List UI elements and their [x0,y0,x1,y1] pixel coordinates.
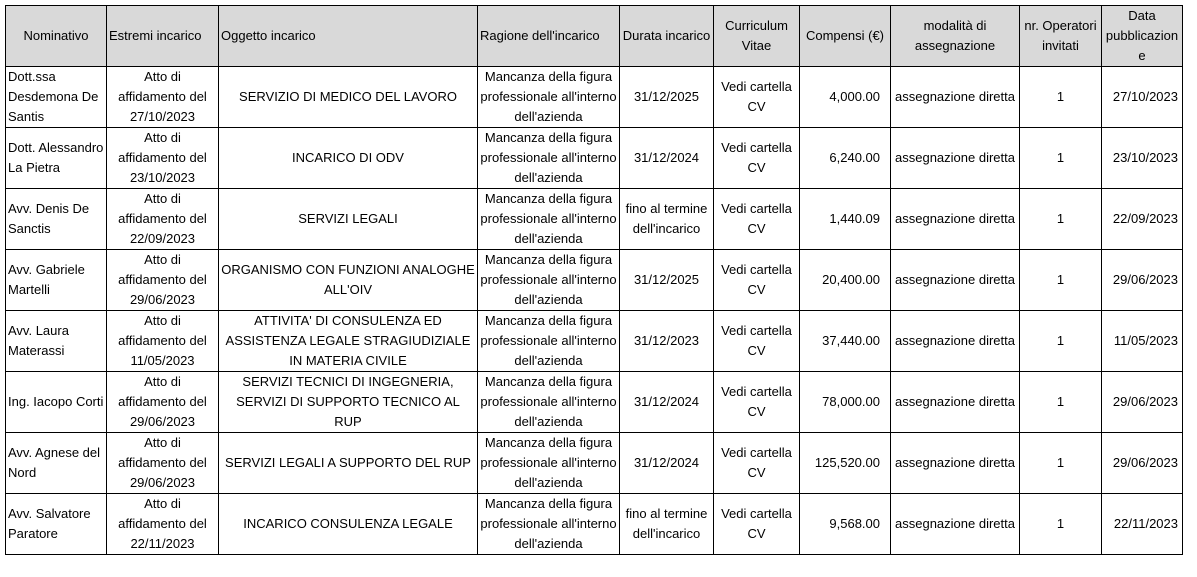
cell-curriculum-vitae[interactable]: Vedi cartella CV [714,67,800,128]
cell-estremi-incarico[interactable]: Atto di affidamento del 11/05/2023 [107,311,219,372]
cell-oggetto-incarico[interactable]: SERVIZI LEGALI [219,189,478,250]
cell-curriculum-vitae[interactable]: Vedi cartella CV [714,189,800,250]
cell-nominativo[interactable]: Avv. Laura Materassi [6,311,107,372]
cell-data-pubblicazione[interactable]: 29/06/2023 [1102,250,1183,311]
cell-nr-operatori-invitati[interactable]: 1 [1020,494,1102,555]
cell-estremi-incarico[interactable]: Atto di affidamento del 29/06/2023 [107,250,219,311]
cell-durata-incarico[interactable]: 31/12/2024 [620,128,714,189]
header-row [6,6,1183,67]
cell-data-pubblicazione[interactable]: 22/11/2023 [1102,494,1183,555]
table-row [6,128,1183,189]
cell-oggetto-incarico[interactable]: SERVIZI TECNICI DI INGEGNERIA, SERVIZI DI SUPPORTO TECNICO AL RUP [219,372,478,433]
cell-durata-incarico[interactable]: 31/12/2024 [620,433,714,494]
cell-durata-incarico[interactable]: 31/12/2025 [620,250,714,311]
header-curriculum-vitae[interactable]: Curriculum Vitae [714,6,800,67]
cell-nominativo[interactable]: Ing. Iacopo Corti [6,372,107,433]
table-row [6,372,1183,433]
cell-ragione-incarico[interactable]: Mancanza della figura professionale all'interno dell'azienda [478,311,620,372]
cell-oggetto-incarico[interactable]: ATTIVITA' DI CONSULENZA ED ASSISTENZA LEGALE STRAGIUDIZIALE IN MATERIA CIVILE [219,311,478,372]
cell-durata-incarico[interactable]: fino al termine dell'incarico [620,189,714,250]
cell-curriculum-vitae[interactable]: Vedi cartella CV [714,494,800,555]
table-row [6,189,1183,250]
cell-oggetto-incarico[interactable]: SERVIZIO DI MEDICO DEL LAVORO [219,67,478,128]
cell-modalita-assegnazione[interactable]: assegnazione diretta [891,494,1020,555]
header-data-pubblicazione[interactable]: Data pubblicazione [1102,6,1183,67]
header-nr-operatori-invitati[interactable]: nr. Operatori invitati [1020,6,1102,67]
cell-compensi[interactable]: 37,440.00 [800,311,891,372]
cell-ragione-incarico[interactable]: Mancanza della figura professionale all'interno dell'azienda [478,189,620,250]
cell-curriculum-vitae[interactable]: Vedi cartella CV [714,311,800,372]
cell-estremi-incarico[interactable]: Atto di affidamento del 29/06/2023 [107,372,219,433]
cell-compensi[interactable]: 6,240.00 [800,128,891,189]
cell-nominativo[interactable]: Dott. Alessandro La Pietra [6,128,107,189]
cell-estremi-incarico[interactable]: Atto di affidamento del 23/10/2023 [107,128,219,189]
cell-data-pubblicazione[interactable]: 29/06/2023 [1102,433,1183,494]
cell-ragione-incarico[interactable]: Mancanza della figura professionale all'interno dell'azienda [478,372,620,433]
cell-nominativo[interactable]: Avv. Agnese del Nord [6,433,107,494]
cell-nr-operatori-invitati[interactable]: 1 [1020,189,1102,250]
cell-estremi-incarico[interactable]: Atto di affidamento del 22/09/2023 [107,189,219,250]
cell-ragione-incarico[interactable]: Mancanza della figura professionale all'interno dell'azienda [478,433,620,494]
cell-estremi-incarico[interactable]: Atto di affidamento del 22/11/2023 [107,494,219,555]
header-modalita-assegnazione[interactable]: modalità di assegnazione [891,6,1020,67]
cell-nr-operatori-invitati[interactable]: 1 [1020,67,1102,128]
header-nominativo[interactable]: Nominativo [6,6,107,67]
cell-nr-operatori-invitati[interactable]: 1 [1020,250,1102,311]
cell-durata-incarico[interactable]: 31/12/2023 [620,311,714,372]
cell-oggetto-incarico[interactable]: SERVIZI LEGALI A SUPPORTO DEL RUP [219,433,478,494]
cell-data-pubblicazione[interactable]: 22/09/2023 [1102,189,1183,250]
cell-nr-operatori-invitati[interactable]: 1 [1020,372,1102,433]
cell-estremi-incarico[interactable]: Atto di affidamento del 29/06/2023 [107,433,219,494]
cell-ragione-incarico[interactable]: Mancanza della figura professionale all'interno dell'azienda [478,250,620,311]
header-compensi[interactable]: Compensi (€) [800,6,891,67]
cell-nominativo[interactable]: Avv. Salvatore Paratore [6,494,107,555]
cell-modalita-assegnazione[interactable]: assegnazione diretta [891,128,1020,189]
cell-data-pubblicazione[interactable]: 27/10/2023 [1102,67,1183,128]
table-row [6,433,1183,494]
header-estremi-incarico[interactable]: Estremi incarico [107,6,219,67]
cell-durata-incarico[interactable]: 31/12/2024 [620,372,714,433]
cell-oggetto-incarico[interactable]: ORGANISMO CON FUNZIONI ANALOGHE ALL'OIV [219,250,478,311]
cell-nr-operatori-invitati[interactable]: 1 [1020,433,1102,494]
cell-nr-operatori-invitati[interactable]: 1 [1020,311,1102,372]
cell-estremi-incarico[interactable]: Atto di affidamento del 27/10/2023 [107,67,219,128]
table-row [6,494,1183,555]
cell-curriculum-vitae[interactable]: Vedi cartella CV [714,433,800,494]
table-row [6,311,1183,372]
incarichi-table [5,5,1183,555]
cell-ragione-incarico[interactable]: Mancanza della figura professionale all'interno dell'azienda [478,128,620,189]
spreadsheet-sheet [5,5,1183,555]
table-body [6,67,1183,555]
cell-compensi[interactable]: 125,520.00 [800,433,891,494]
cell-data-pubblicazione[interactable]: 11/05/2023 [1102,311,1183,372]
header-durata-incarico[interactable]: Durata incarico [620,6,714,67]
cell-nominativo[interactable]: Avv. Gabriele Martelli [6,250,107,311]
cell-curriculum-vitae[interactable]: Vedi cartella CV [714,372,800,433]
table-header [6,6,1183,67]
cell-modalita-assegnazione[interactable]: assegnazione diretta [891,250,1020,311]
cell-compensi[interactable]: 4,000.00 [800,67,891,128]
cell-modalita-assegnazione[interactable]: assegnazione diretta [891,372,1020,433]
header-oggetto-incarico[interactable]: Oggetto incarico [219,6,478,67]
cell-modalita-assegnazione[interactable]: assegnazione diretta [891,67,1020,128]
cell-nr-operatori-invitati[interactable]: 1 [1020,128,1102,189]
cell-curriculum-vitae[interactable]: Vedi cartella CV [714,128,800,189]
cell-nominativo[interactable]: Dott.ssa Desdemona De Santis [6,67,107,128]
cell-curriculum-vitae[interactable]: Vedi cartella CV [714,250,800,311]
cell-data-pubblicazione[interactable]: 29/06/2023 [1102,372,1183,433]
cell-compensi[interactable]: 1,440.09 [800,189,891,250]
cell-oggetto-incarico[interactable]: INCARICO CONSULENZA LEGALE [219,494,478,555]
table-row [6,67,1183,128]
cell-compensi[interactable]: 20,400.00 [800,250,891,311]
cell-compensi[interactable]: 78,000.00 [800,372,891,433]
cell-modalita-assegnazione[interactable]: assegnazione diretta [891,311,1020,372]
cell-ragione-incarico[interactable]: Mancanza della figura professionale all'interno dell'azienda [478,494,620,555]
cell-modalita-assegnazione[interactable]: assegnazione diretta [891,189,1020,250]
cell-compensi[interactable]: 9,568.00 [800,494,891,555]
cell-nominativo[interactable]: Avv. Denis De Sanctis [6,189,107,250]
cell-ragione-incarico[interactable]: Mancanza della figura professionale all'interno dell'azienda [478,67,620,128]
cell-durata-incarico[interactable]: 31/12/2025 [620,67,714,128]
cell-oggetto-incarico[interactable]: INCARICO DI ODV [219,128,478,189]
cell-durata-incarico[interactable]: fino al termine dell'incarico [620,494,714,555]
header-ragione-incarico[interactable]: Ragione dell'incarico [478,6,620,67]
cell-data-pubblicazione[interactable]: 23/10/2023 [1102,128,1183,189]
table-row [6,250,1183,311]
cell-modalita-assegnazione[interactable]: assegnazione diretta [891,433,1020,494]
